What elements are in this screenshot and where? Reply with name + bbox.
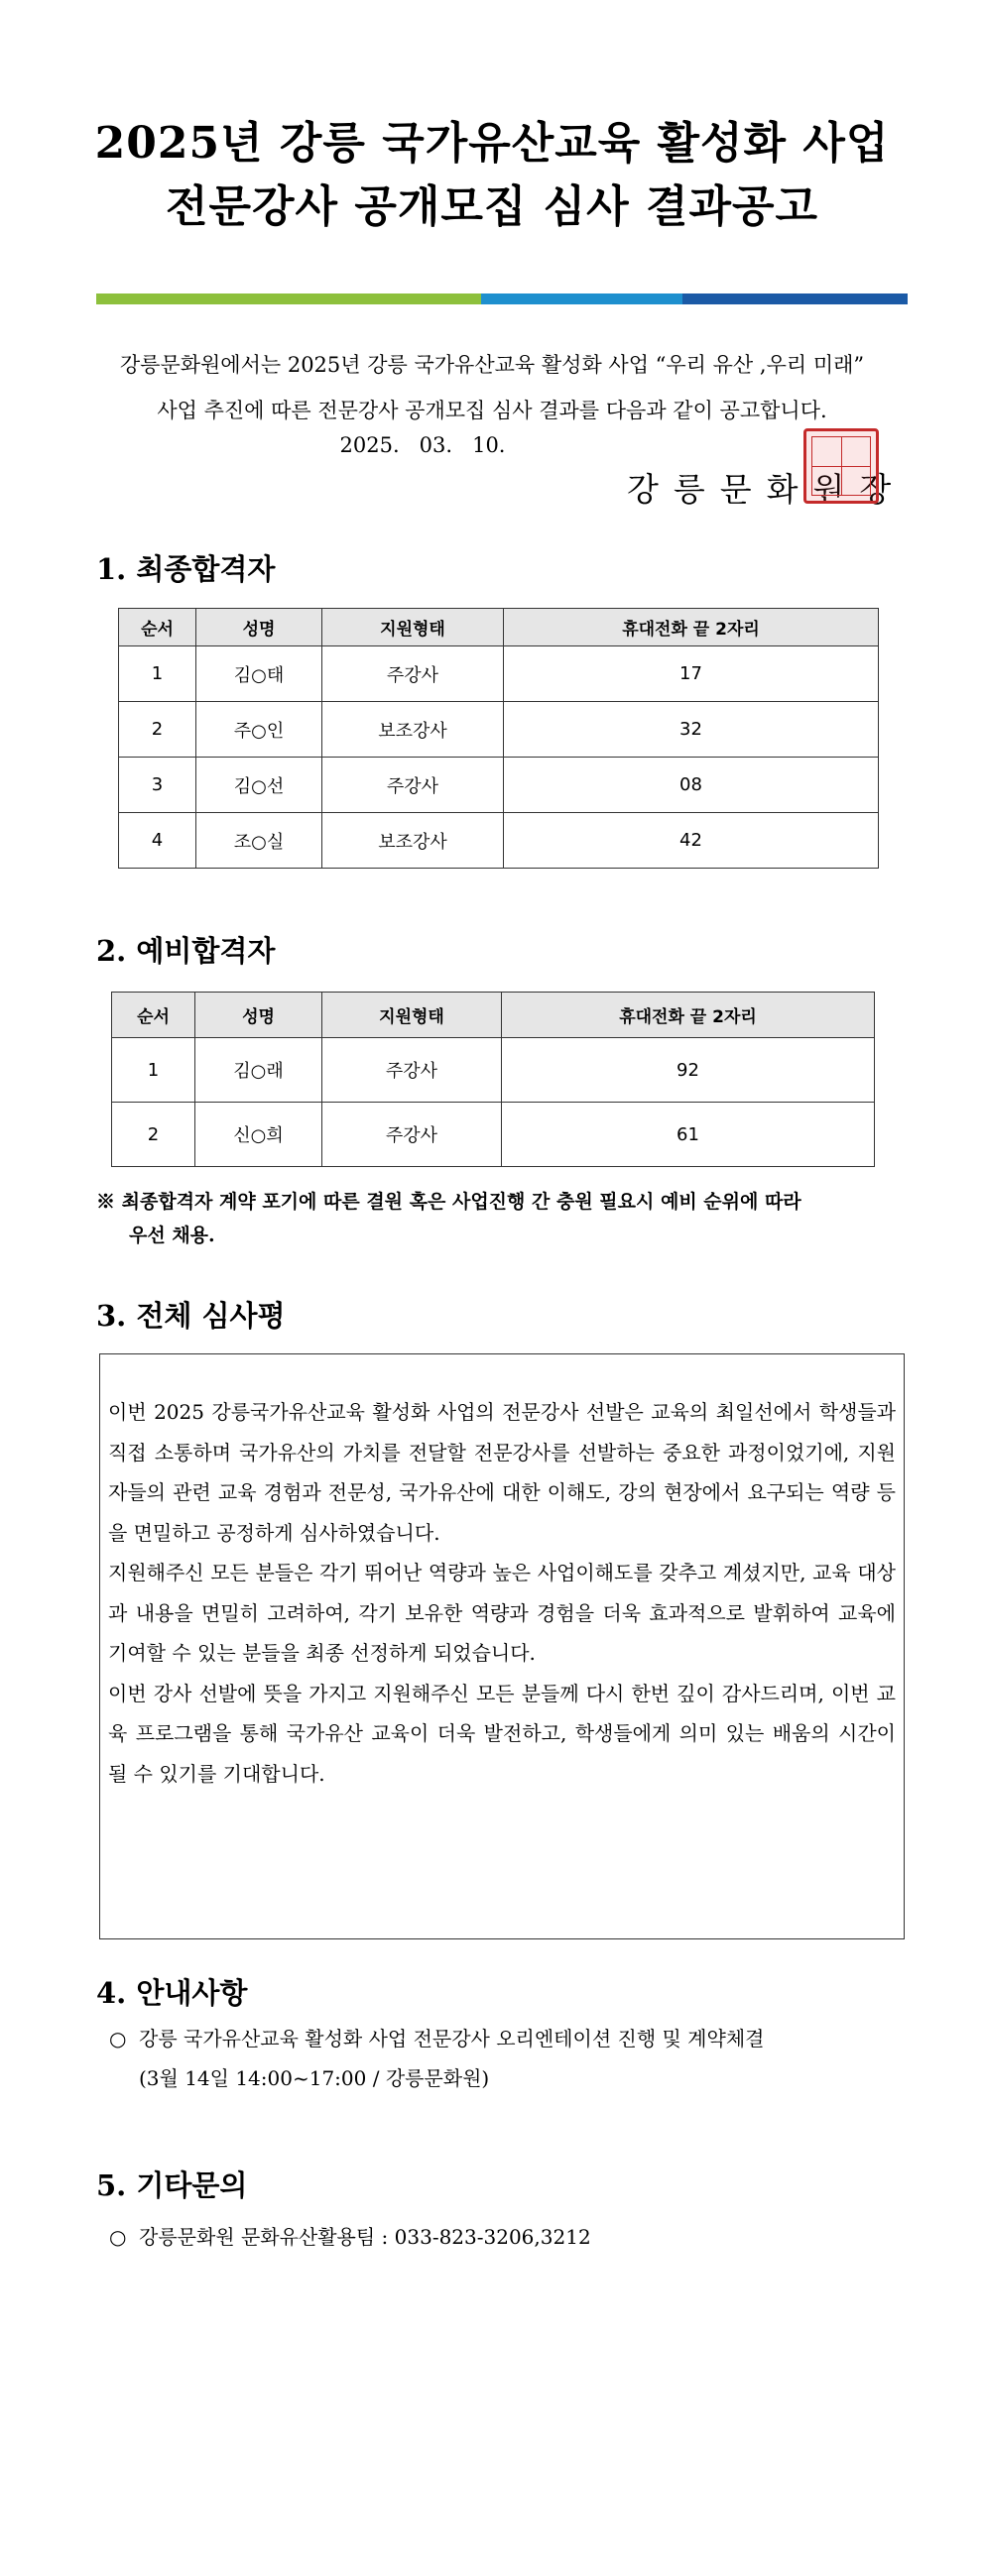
table-cell: 주○인 — [196, 702, 322, 758]
notice-line-2: (3월 14일 14:00~17:00 / 강릉문화원) — [139, 2066, 490, 2090]
official-seal — [803, 428, 879, 504]
review-paragraph-2: 지원해주신 모든 분들은 각기 뛰어난 역량과 높은 사업이해도를 갖추고 계셨지만, 교육 대상과 내용을 면밀히 고려하여, 각기 보유한 역량과 경험을 더욱 효과적으로 발휘하여 교육에 기여할 수 있는 분들을 최종 선정하게 되었습니다. — [108, 1561, 896, 1665]
col-header-name: 성명 — [196, 609, 322, 646]
table-row — [112, 1038, 875, 1103]
table-cell: 주강사 — [322, 758, 504, 813]
final-candidates-table — [118, 608, 879, 869]
table-cell: 61 — [502, 1103, 875, 1167]
table-cell: 김○선 — [196, 758, 322, 813]
reserve-candidates-table — [111, 992, 875, 1167]
notice-line-1: 강릉 국가유산교육 활성화 사업 전문강사 오리엔테이션 진행 및 계약체결 — [139, 2027, 765, 2050]
table-cell: 2 — [112, 1103, 195, 1167]
table-row — [119, 813, 879, 869]
section-heading-final: 1. 최종합격자 — [96, 552, 276, 586]
bullet-icon: ○ — [109, 2225, 127, 2249]
table-cell: 92 — [502, 1038, 875, 1103]
table-row — [119, 702, 879, 758]
review-box — [99, 1353, 905, 1939]
review-paragraph-3: 이번 강사 선발에 뜻을 가지고 지원해주신 모든 분들께 다시 한번 깊이 감사드리며, 이번 교육 프로그램을 통해 국가유산 교육이 더욱 발전하고, 학생들에게 의미 있는 배움의 시간이 될 수 있기를 기대합니다. — [108, 1681, 896, 1786]
table-cell: 신○희 — [195, 1103, 322, 1167]
table-cell: 주강사 — [322, 1103, 502, 1167]
col-header-type: 지원형태 — [322, 609, 504, 646]
table-cell: 3 — [119, 758, 196, 813]
contact-item — [109, 2218, 591, 2256]
table-cell: 32 — [504, 702, 879, 758]
table-cell: 08 — [504, 758, 879, 813]
review-paragraph-1: 이번 2025 강릉국가유산교육 활성화 사업의 전문강사 선발은 교육의 최일선에서 학생들과 직접 소통하며 국가유산의 가치를 전달할 전문강사를 선발하는 중요한 과정이었기에, 지원자들의 관련 교육 경험과 전문성, 국가유산에 대한 이해도, 강의 현장에서 요구되는 역량 등을 면밀하고 공정하게 심사하였습니다. — [108, 1400, 896, 1545]
reserve-note-line-1: ※ 최종합격자 계약 포기에 따른 결원 혹은 사업진행 간 충원 필요시 예비 순위에 따라 — [96, 1191, 801, 1213]
signature: 강릉문화원장 — [627, 470, 907, 509]
col-header-type: 지원형태 — [322, 993, 502, 1038]
table-cell: 1 — [119, 646, 196, 702]
table-cell: 1 — [112, 1038, 195, 1103]
col-header-phone: 휴대전화 끝 2자리 — [504, 609, 879, 646]
title-line-1: 2025년 강릉 국가유산교육 활성화 사업 — [94, 118, 890, 169]
notice-item — [109, 2020, 764, 2057]
table-cell: 조○실 — [196, 813, 322, 869]
table-row — [112, 1103, 875, 1167]
table-cell: 김○태 — [196, 646, 322, 702]
table-cell: 보조강사 — [322, 702, 504, 758]
bullet-icon: ○ — [109, 2027, 127, 2050]
reserve-note-line-2: 우선 채용. — [129, 1225, 215, 1246]
divider-navy — [682, 293, 908, 304]
title-line-2: 전문강사 공개모집 심사 결과공고 — [165, 181, 818, 232]
col-header-order: 순서 — [112, 993, 195, 1038]
divider-green — [96, 293, 481, 304]
contact-line: 강릉문화원 문화유산활용팀 : 033-823-3206,3212 — [139, 2225, 591, 2249]
col-header-name: 성명 — [195, 993, 322, 1038]
table-cell: 4 — [119, 813, 196, 869]
section-heading-contact: 5. 기타문의 — [96, 2168, 248, 2202]
table-cell: 보조강사 — [322, 813, 504, 869]
table-cell: 2 — [119, 702, 196, 758]
table-row — [119, 758, 879, 813]
col-header-order: 순서 — [119, 609, 196, 646]
section-heading-notice: 4. 안내사항 — [96, 1976, 248, 2010]
section-heading-review: 3. 전체 심사평 — [96, 1299, 286, 1333]
intro-line-2: 사업 추진에 따른 전문강사 공개모집 심사 결과를 다음과 같이 공고합니다. — [157, 399, 827, 422]
table-cell: 주강사 — [322, 646, 504, 702]
table-cell: 17 — [504, 646, 879, 702]
table-cell: 주강사 — [322, 1038, 502, 1103]
section-heading-reserve: 2. 예비합격자 — [96, 934, 276, 968]
divider-blue — [481, 293, 682, 304]
table-cell: 김○래 — [195, 1038, 322, 1103]
col-header-phone: 휴대전화 끝 2자리 — [502, 993, 875, 1038]
table-row — [119, 646, 879, 702]
intro-line-1: 강릉문화원에서는 2025년 강릉 국가유산교육 활성화 사업 “우리 유산 ,우리 미래” — [119, 353, 865, 377]
announcement-date: 2025. 03. 10. — [339, 433, 506, 457]
table-cell: 42 — [504, 813, 879, 869]
